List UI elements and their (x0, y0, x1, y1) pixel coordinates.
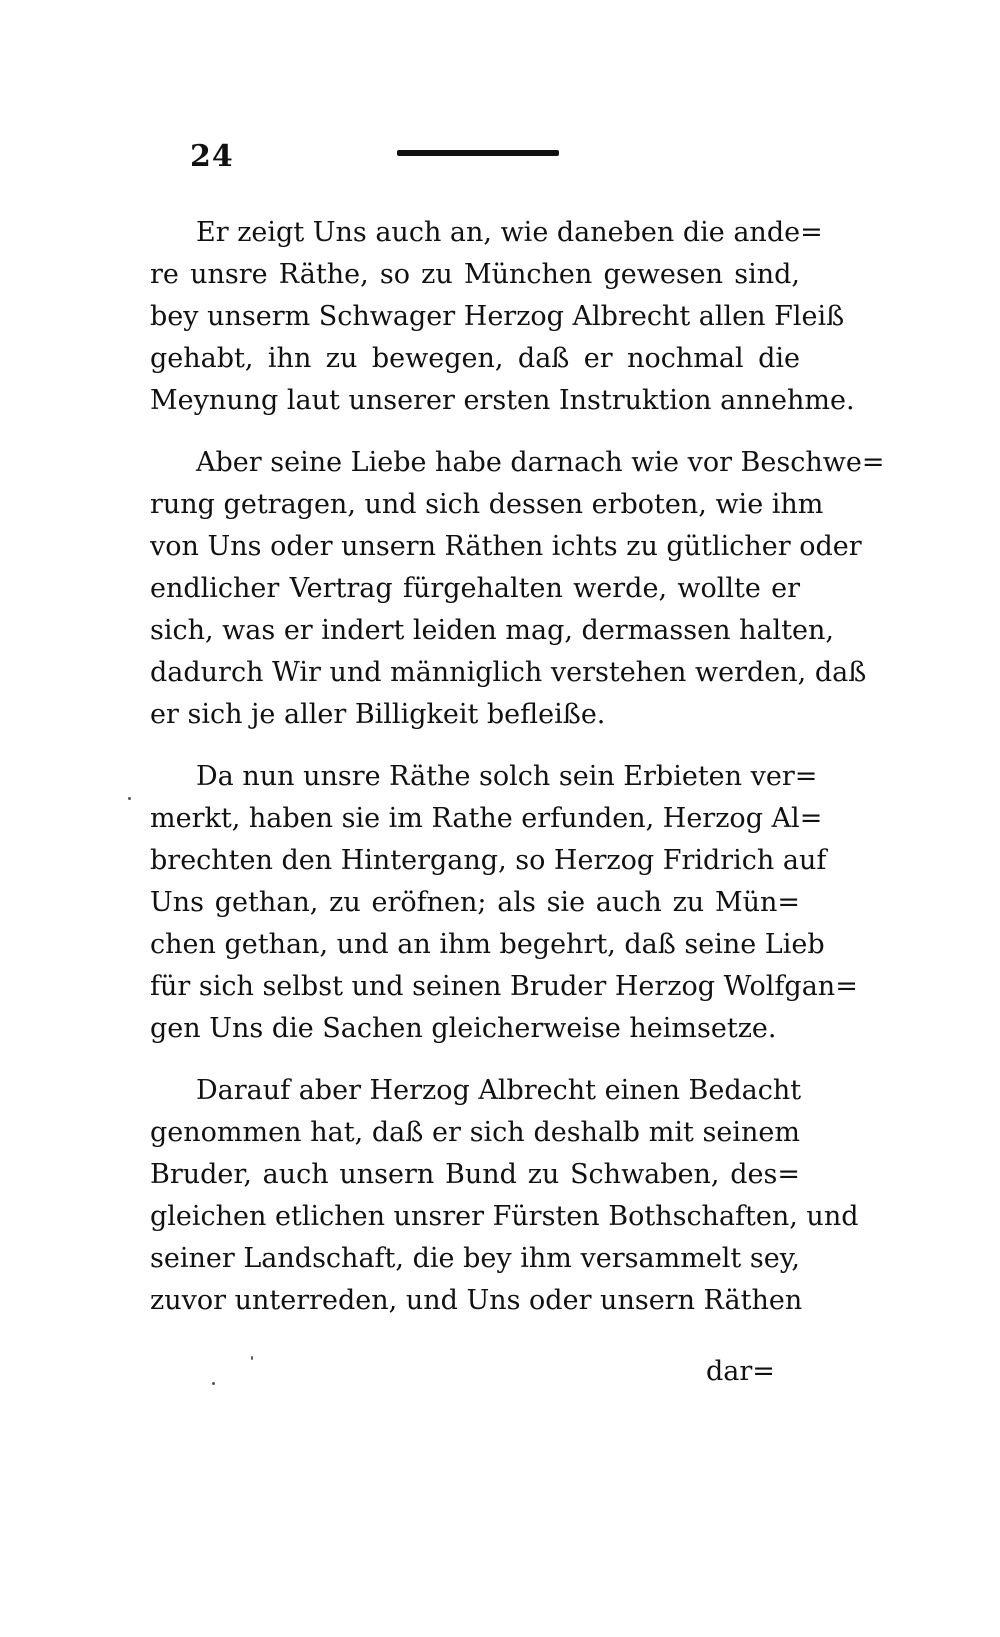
text-line: Uns gethan, zu eröfnen; als sie auch zu Mün= (150, 887, 800, 918)
text-line: chen gethan, und an ihm begehrt, daß seine Lieb (150, 929, 825, 960)
text-line: re unsre Räthe, so zu München gewesen sind, (150, 259, 800, 290)
text-line: gehabt, ihn zu bewegen, daß er nochmal die (150, 343, 800, 374)
text-line: gen Uns die Sachen gleicherweise heimsetze. (150, 1013, 777, 1044)
paragraph (150, 1070, 859, 1322)
text-line: er sich je aller Billigkeit befleiße. (150, 699, 606, 730)
text-line: endlicher Vertrag fürgehalten werde, wollte er (150, 573, 800, 604)
ink-speck (212, 1382, 215, 1385)
text-line: bey unserm Schwager Herzog Albrecht allen Fleiß (150, 301, 845, 332)
text-line: Aber seine Liebe habe darnach wie vor Beschwe= (196, 447, 885, 478)
paragraph (150, 756, 858, 1050)
text-line: seiner Landschaft, die bey ihm versammelt sey, (150, 1243, 800, 1274)
page-number: 24 (190, 139, 234, 174)
text-line: sich, was er indert leiden mag, dermassen halten, (150, 615, 834, 646)
ink-speck (128, 797, 131, 800)
header-rule (397, 150, 559, 156)
text-line: Bruder, auch unsern Bund zu Schwaben, des= (150, 1159, 800, 1190)
text-line: merkt, haben sie im Rathe erfunden, Herzog Al= (150, 803, 823, 834)
text-line: zuvor unterreden, und Uns oder unsern Räthen (150, 1285, 803, 1316)
ink-speck (251, 1356, 253, 1360)
text-line: brechten den Hintergang, so Herzog Fridrich auf (150, 845, 827, 876)
text-line: Er zeigt Uns auch an, wie daneben die ande= (196, 217, 823, 248)
text-line: für sich selbst und seinen Bruder Herzog Wolfgan= (150, 971, 858, 1002)
text-line: genommen hat, daß er sich deshalb mit seinem (150, 1117, 800, 1148)
catchword: dar= (706, 1356, 775, 1387)
paragraph (150, 212, 855, 422)
paragraph (150, 442, 885, 736)
text-line: Meynung laut unserer ersten Instruktion annehme. (150, 385, 855, 416)
text-line: Da nun unsre Räthe solch sein Erbieten ver= (196, 761, 818, 792)
body-text (150, 212, 885, 1342)
text-line: Darauf aber Herzog Albrecht einen Bedacht (196, 1075, 802, 1106)
text-line: von Uns oder unsern Räthen ichts zu gütlicher oder (150, 531, 862, 562)
text-line: dadurch Wir und männiglich verstehen werden, daß (150, 657, 867, 688)
text-line: rung getragen, und sich dessen erboten, wie ihm (150, 489, 824, 520)
text-line: gleichen etlichen unsrer Fürsten Bothschaften, und (150, 1201, 859, 1232)
